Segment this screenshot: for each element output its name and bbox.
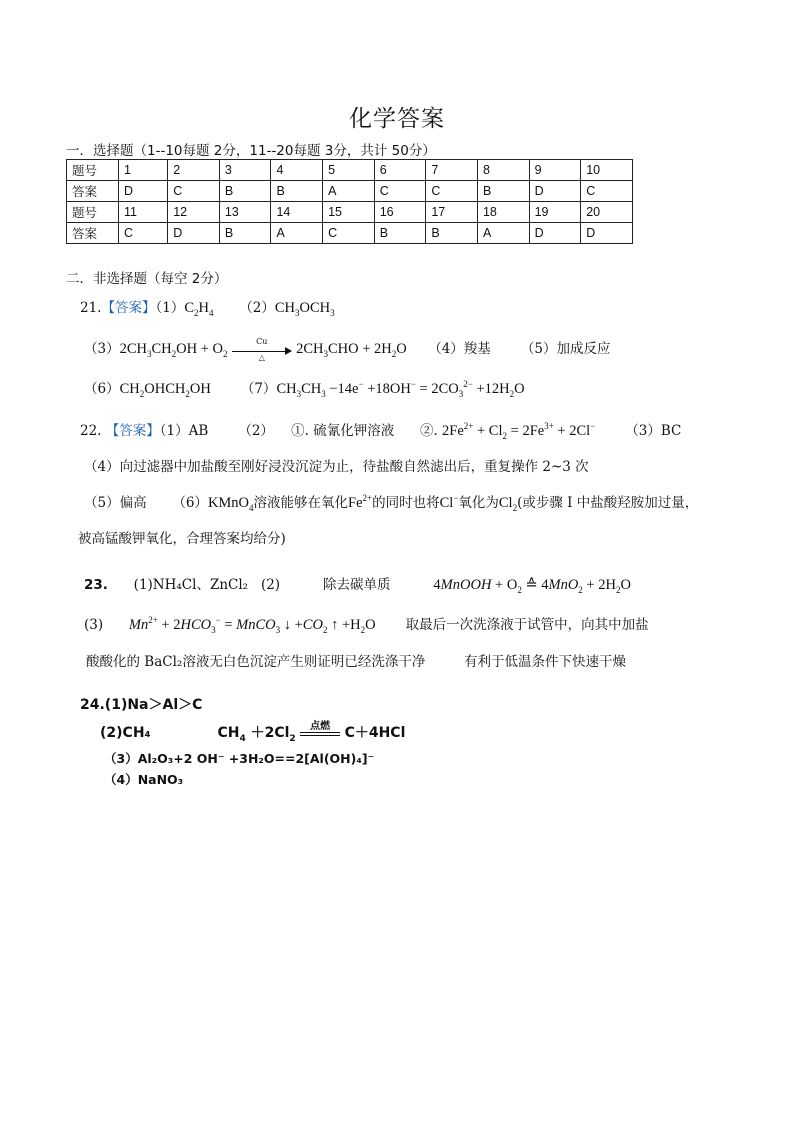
q22-line2: （4）向过滤器中加盐酸至刚好浸没沉淀为止，待盐酸自然滤出后，重复操作 2~3 次 bbox=[84, 459, 589, 475]
table-cell: 4 bbox=[271, 160, 323, 181]
page-title: 化学答案 bbox=[349, 106, 445, 132]
table-cell: A bbox=[323, 181, 375, 202]
answer-tag: 【答案】 bbox=[105, 423, 160, 439]
table-cell: C bbox=[323, 223, 375, 244]
q22-line1: 22. 【答案】（1）AB （2） ①. 硫氰化钾溶液 ②. $2Fe^{2+} + Cl_2 = 2Fe^{3+} + 2Cl^-$ （3）BC bbox=[80, 421, 682, 441]
table-cell: 20 bbox=[581, 202, 633, 223]
table-cell: 7 bbox=[426, 160, 478, 181]
table-cell: 9 bbox=[529, 160, 581, 181]
table-cell: 11 bbox=[119, 202, 168, 223]
table-cell: D bbox=[168, 223, 220, 244]
q24-line3: （3）Al₂O₃+2 OH⁻ +3H₂O==2[Al(OH)₄]⁻ bbox=[104, 751, 375, 766]
row-header-cell: 答案 bbox=[67, 181, 119, 202]
table-cell: 10 bbox=[581, 160, 633, 181]
table-cell: C bbox=[119, 223, 168, 244]
reaction-arrow: Cu △ bbox=[232, 343, 292, 357]
table-cell: D bbox=[529, 181, 581, 202]
table-row bbox=[67, 181, 633, 202]
q24-line4: （4）NaNO₃ bbox=[104, 772, 184, 787]
q21-line1: 21.【答案】$(1)C_2H_4$ $(2)CH_3OCH_3$ bbox=[80, 300, 335, 318]
table-cell: A bbox=[477, 223, 529, 244]
table-cell: 17 bbox=[426, 202, 478, 223]
table-cell: 1 bbox=[119, 160, 168, 181]
q23-line2: (3) $Mn^{2+} + 2HCO_3^-$ = MnCO$_3$ ↓ $+CO_2$ ↑ $+H_2O$ 取最后一次洗涤液于试管中，向其中加盐 bbox=[84, 615, 649, 635]
table-cell: 5 bbox=[323, 160, 375, 181]
table-cell: B bbox=[374, 223, 426, 244]
table-cell: C bbox=[426, 181, 478, 202]
table-cell: A bbox=[271, 223, 323, 244]
table-cell: B bbox=[426, 223, 478, 244]
table-cell: 12 bbox=[168, 202, 220, 223]
table-cell: 2 bbox=[168, 160, 220, 181]
table-cell: B bbox=[219, 181, 271, 202]
table-cell: D bbox=[529, 223, 581, 244]
table-row bbox=[67, 202, 633, 223]
table-cell: 13 bbox=[219, 202, 271, 223]
q22-line3: （5）偏高 （6）KMnO$_4$溶液能够在氧化$Fe^{2+}$的同时也将Cl−氧化为$Cl_2$(或步骤 I 中盐酸羟胺加过量， bbox=[84, 493, 699, 513]
table-cell: D bbox=[119, 181, 168, 202]
row-header-cell: 题号 bbox=[67, 202, 119, 223]
q24-line2: (2)CH₄ $CH_4 +2Cl_2$ 点燃 C＋4HCl bbox=[100, 721, 406, 744]
table-cell: 18 bbox=[477, 202, 529, 223]
row-header-cell: 答案 bbox=[67, 223, 119, 244]
table-cell: 16 bbox=[374, 202, 426, 223]
table-cell: 3 bbox=[219, 160, 271, 181]
table-cell: B bbox=[271, 181, 323, 202]
table-cell: 19 bbox=[529, 202, 581, 223]
section-choice-heading: 一．选择题（1--10每题 2分，11--20每题 3分，共计 50分） bbox=[66, 143, 436, 159]
table-cell: B bbox=[219, 223, 271, 244]
table-row bbox=[67, 160, 633, 181]
table-cell: B bbox=[477, 181, 529, 202]
table-row bbox=[67, 223, 633, 244]
q21-line2: $(3)2CH_3CH_2OH + O_2$ Cu △ $2CH_3CHO + 2H_2O$ （4）羧基 （5）加成反应 bbox=[84, 336, 611, 362]
row-header-cell: 题号 bbox=[67, 160, 119, 181]
table-cell: C bbox=[581, 181, 633, 202]
answer-table bbox=[66, 159, 633, 244]
table-cell: D bbox=[581, 223, 633, 244]
q22-line4: 被高锰酸钾氧化，合理答案均给分) bbox=[78, 531, 286, 547]
q24-line1: 24.(1)Na＞Al＞C bbox=[80, 697, 203, 713]
answer-tag: 【答案】 bbox=[101, 300, 156, 316]
table-cell: 6 bbox=[374, 160, 426, 181]
table-cell: C bbox=[168, 181, 220, 202]
table-cell: 14 bbox=[271, 202, 323, 223]
burn-condition-arrow: 点燃 bbox=[300, 726, 340, 740]
table-cell: 8 bbox=[477, 160, 529, 181]
section-nonchoice-heading: 二．非选择题（每空 2分） bbox=[66, 271, 228, 287]
q23-line3: 酸酸化的 BaCl₂溶液无白色沉淀产生则证明已经洗涤干净 有利于低温条件下快速干燥 bbox=[86, 654, 626, 670]
table-cell: 15 bbox=[323, 202, 375, 223]
q21-line3: $(6)CH_2OHCH_2OH$ $(7)CH_3CH_3 -14e^- +18OH^- = 2CO_3^{2-} +12H_2O$ bbox=[84, 379, 525, 399]
q23-line1: 23. (1)NH₄Cl、ZnCl₂ (2) 除去碳单质 4MnOOH + $O_2$ ≙ $4MnO_2 + 2H_2O$ bbox=[84, 577, 631, 595]
table-cell: C bbox=[374, 181, 426, 202]
